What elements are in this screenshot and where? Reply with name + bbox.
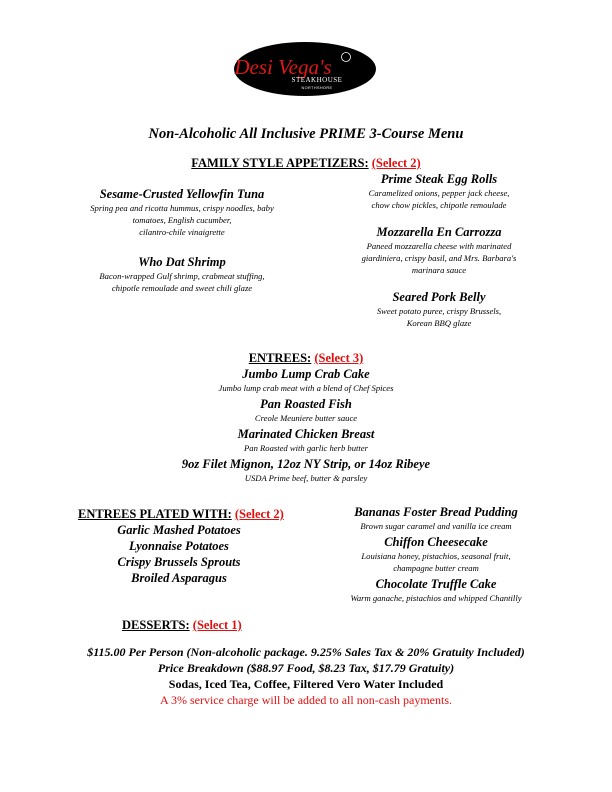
entree-name: 9oz Filet Mignon, 12oz NY Strip, or 14oz Ribeye: [181, 457, 431, 471]
dessert-name: Bananas Foster Bread Pudding: [354, 505, 518, 519]
desserts-select: (Select 1): [192, 618, 242, 632]
appetizers-heading-text: FAMILY STYLE APPETIZERS:: [191, 156, 369, 170]
appetizers-heading: [0, 156, 612, 171]
sides-heading-text: ENTREES PLATED WITH:: [78, 507, 232, 521]
price-breakdown: Price Breakdown ($88.97 Food, $8.23 Tax, $17.79 Gratuity): [157, 661, 455, 675]
desserts-heading-text: DESSERTS:: [122, 618, 190, 632]
appetizers-right-column: [322, 172, 556, 329]
appetizer-name: Sesame-Crusted Yellowfin Tuna: [99, 187, 265, 201]
logo-sub2: NORTHSHORE: [301, 86, 333, 90]
entree-name: Jumbo Lump Crab Cake: [242, 367, 370, 381]
appetizer-desc-line: chow chow pickles, chipotle remoulade: [371, 200, 507, 210]
dessert-name: Chiffon Cheesecake: [384, 535, 488, 549]
entrees-list: [0, 367, 612, 484]
entree-desc: Pan Roasted with garlic herb butter: [244, 443, 368, 453]
dessert-desc-line: Brown sugar caramel and vanilla ice cream: [360, 521, 512, 531]
appetizer-item: [322, 172, 556, 211]
sides-list: [74, 522, 284, 586]
included-beverages: Sodas, Iced Tea, Coffee, Filtered Vero Water Included: [168, 677, 444, 691]
appetizer-desc-line: giardiniera, crispy basil, and Mrs. Barbara's: [361, 253, 517, 263]
appetizer-item: [322, 290, 556, 329]
desserts-list: [318, 505, 554, 604]
appetizer-desc-line: Paneed mozzarella cheese with marinated: [366, 241, 512, 251]
appetizer-item: [322, 225, 556, 276]
restaurant-logo: [233, 41, 377, 97]
entree-name: Marinated Chicken Breast: [237, 427, 375, 441]
sides-select: (Select 2): [234, 507, 284, 521]
sides-heading: [78, 507, 318, 522]
dessert-desc-line: Louisiana honey, pistachios, seasonal fruit,: [361, 551, 511, 561]
appetizers-select: (Select 2): [371, 156, 421, 170]
appetizer-name: Prime Steak Egg Rolls: [380, 172, 498, 186]
menu-title: Non-Alcoholic All Inclusive PRIME 3-Course Menu: [148, 126, 464, 142]
entree-desc: Creole Meuniere butter sauce: [254, 413, 358, 423]
appetizer-desc-line: Caramelized onions, pepper jack cheese,: [368, 188, 510, 198]
appetizers-left-column: [62, 187, 302, 294]
logo-brand: Desi Vega's: [234, 55, 332, 79]
entrees-heading-text: ENTREES:: [248, 351, 312, 365]
appetizer-item: [62, 255, 302, 294]
appetizer-name: Mozzarella En Carrozza: [376, 225, 502, 239]
appetizer-desc-line: Bacon-wrapped Gulf shrimp, crabmeat stuffing,: [99, 271, 265, 281]
dessert-desc-line: champagne butter cream: [393, 563, 479, 573]
entree-desc: Jumbo lump crab meat with a blend of Chef Spices: [218, 383, 394, 393]
entree-name: Pan Roasted Fish: [260, 397, 352, 411]
logo-sub1: STEAKHOUSE: [291, 76, 343, 84]
appetizer-name: Seared Pork Belly: [392, 290, 486, 304]
appetizer-name: Who Dat Shrimp: [138, 255, 226, 269]
desserts-heading: [122, 618, 362, 633]
appetizer-desc-line: Spring pea and ricotta hummus, crispy noodles, baby: [90, 203, 274, 213]
appetizer-desc-line: chipotle remoulade and sweet chili glaze: [111, 283, 253, 293]
entrees-select: (Select 3): [314, 351, 364, 365]
appetizer-desc-line: Sweet potato puree, crispy Brussels,: [376, 306, 502, 316]
pricing-footer: [0, 644, 612, 708]
dessert-name: Chocolate Truffle Cake: [375, 577, 497, 591]
side-item: Broiled Asparagus: [131, 571, 227, 585]
appetizer-desc-line: cilantro-chile vinaigrette: [139, 227, 225, 237]
appetizer-desc-line: marinara sauce: [411, 265, 467, 275]
appetizer-desc-line: tomatoes, English cucumber,: [132, 215, 232, 225]
dessert-desc-line: Warm ganache, pistachios and whipped Chantilly: [350, 593, 522, 603]
price-line: $115.00 Per Person (Non-alcoholic package. 9.25% Sales Tax & 20% Gratuity Included): [87, 645, 525, 659]
entrees-heading: [0, 351, 612, 366]
side-item: Crispy Brussels Sprouts: [117, 555, 241, 569]
appetizer-item: [62, 187, 302, 238]
service-charge-note: A 3% service charge will be added to all non-cash payments.: [159, 693, 453, 707]
appetizer-desc-line: Korean BBQ glaze: [406, 318, 472, 328]
side-item: Garlic Mashed Potatoes: [117, 523, 241, 537]
entree-desc: USDA Prime beef, butter & parsley: [244, 473, 368, 483]
side-item: Lyonnaise Potatoes: [129, 539, 229, 553]
